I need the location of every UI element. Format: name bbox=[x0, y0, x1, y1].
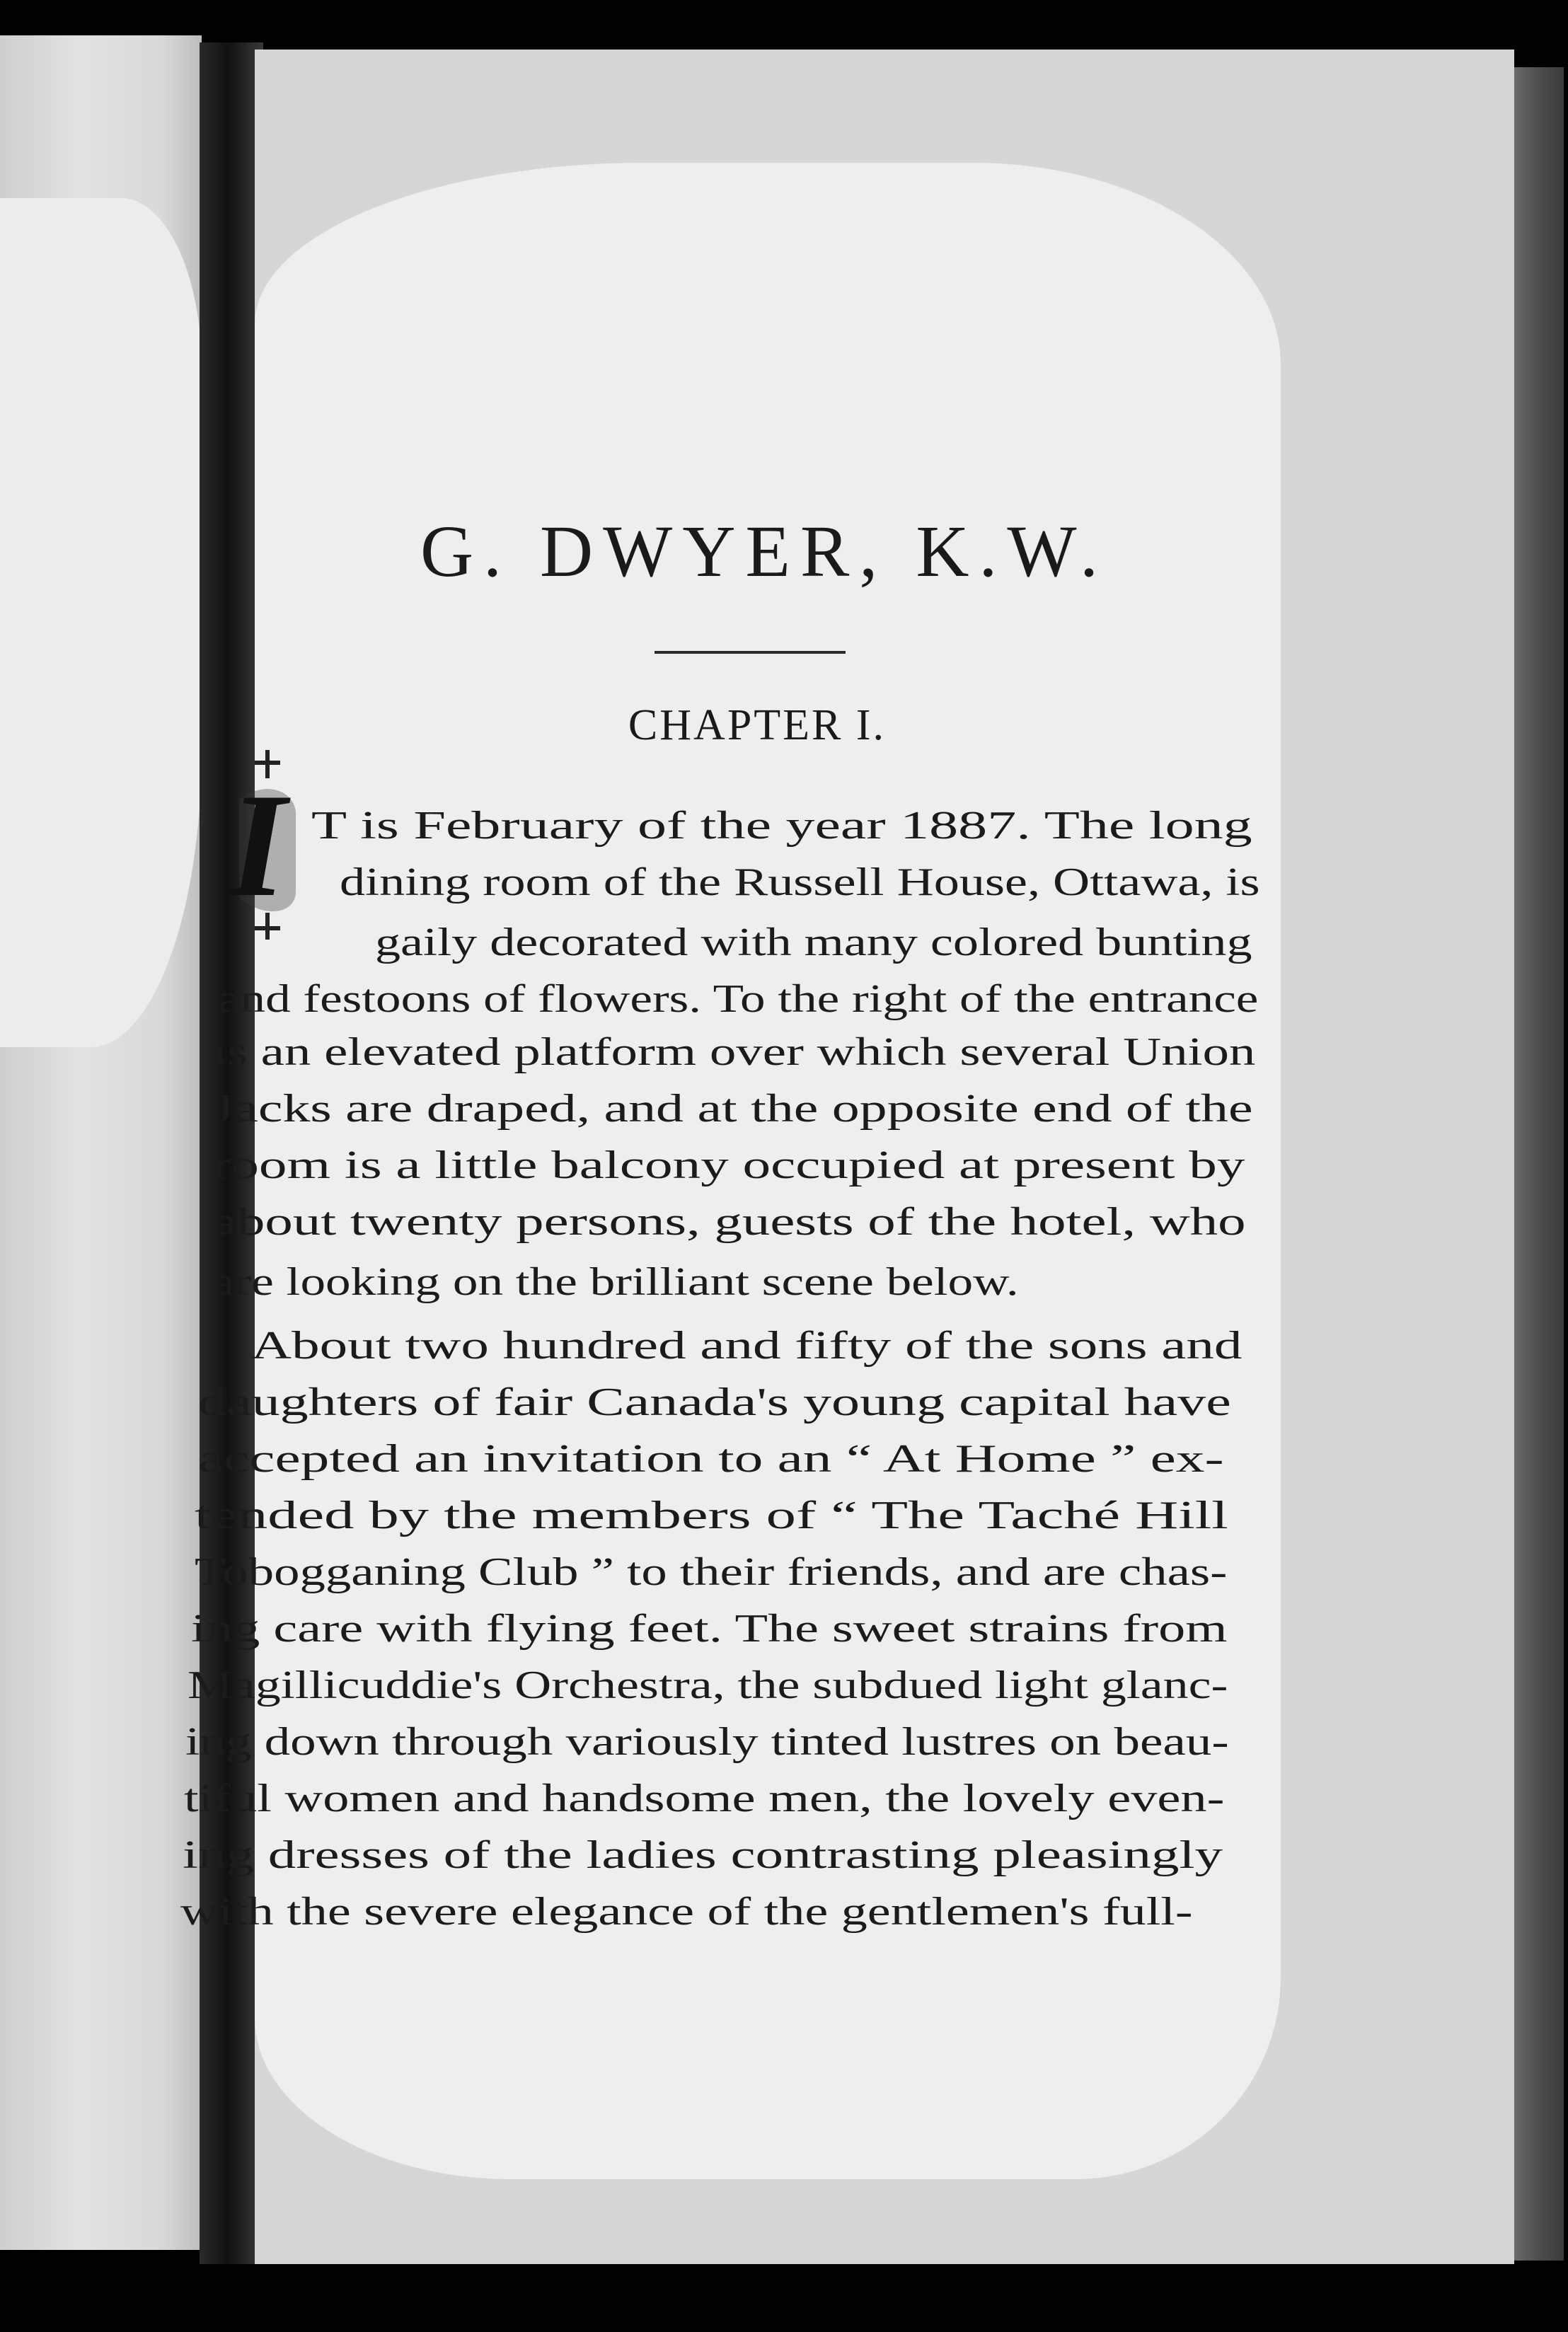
drop-cap-letter: I bbox=[229, 763, 287, 928]
text-line: about twenty persons, guests of the hotel, who bbox=[212, 1200, 1246, 1244]
text-line: dining room of the Russell House, Ottawa, is bbox=[340, 860, 1260, 904]
text-line: daughters of fair Canada's young capital have bbox=[198, 1380, 1231, 1424]
text-line: and festoons of flowers. To the right of the entrance bbox=[218, 977, 1259, 1021]
title-rule bbox=[655, 651, 846, 654]
text-line: with the severe elegance of the gentlemen's full- bbox=[180, 1890, 1193, 1934]
page-edge bbox=[1514, 67, 1564, 2261]
text-line: T is February of the year 1887. The long bbox=[311, 804, 1252, 848]
text-line: Tobogganing Club ” to their friends, and are chas- bbox=[195, 1550, 1228, 1594]
text-line: is an elevated platform over which several Union bbox=[212, 1030, 1256, 1074]
text-line: ing dresses of the ladies contrasting pleasingly bbox=[183, 1833, 1223, 1877]
text-line: accepted an invitation to an “ At Home ” ex- bbox=[198, 1437, 1224, 1481]
text-line: About two hundred and fifty of the sons and bbox=[251, 1324, 1243, 1368]
text-line: ing down through variously tinted lustres on beau- bbox=[185, 1720, 1229, 1764]
text-line: Jacks are draped, and at the opposite end of the bbox=[212, 1087, 1253, 1131]
text-line: tiful women and handsome men, the lovely even- bbox=[184, 1777, 1225, 1820]
text-line: are looking on the brilliant scene below. bbox=[212, 1260, 1019, 1304]
drop-cap bbox=[225, 750, 310, 941]
text-line: ing care with flying feet. The sweet strains from bbox=[191, 1607, 1228, 1651]
previous-page-stain bbox=[0, 198, 202, 1047]
text-line: gaily decorated with many colored bunting bbox=[375, 920, 1252, 964]
text-line: Magillicuddie's Orchestra, the subdued light glanc- bbox=[188, 1663, 1228, 1707]
text-line: tended by the members of “ The Taché Hill bbox=[195, 1494, 1228, 1537]
previous-page bbox=[0, 35, 202, 2250]
text-line: room is a little balcony occupied at present by bbox=[212, 1143, 1245, 1187]
chapter-heading: CHAPTER I. bbox=[628, 701, 887, 749]
book-title: G. DWYER, K.W. bbox=[420, 511, 1109, 592]
